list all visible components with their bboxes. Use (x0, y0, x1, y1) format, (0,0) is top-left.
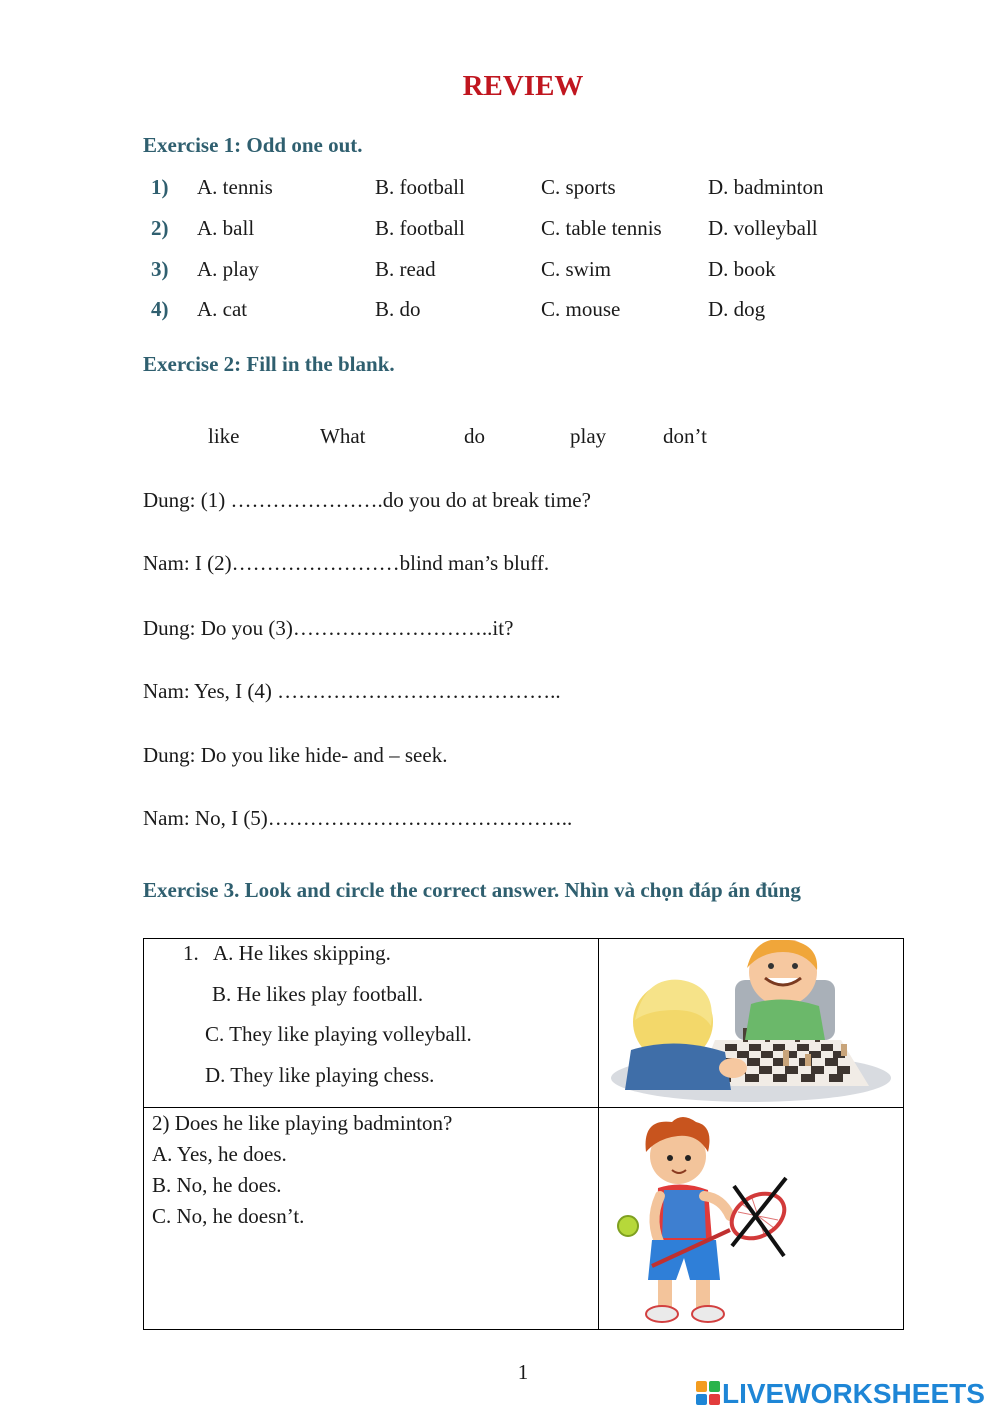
option-c[interactable]: C. swim (541, 257, 612, 281)
dialog-line-3[interactable]: Dung: Do you (3)………………………..it? (143, 616, 514, 640)
question-number: 1) (151, 175, 169, 199)
table-divider-vertical (598, 938, 599, 1330)
option-d[interactable]: D. book (708, 257, 776, 281)
dialog-line-1[interactable]: Dung: (1) ………………….do you do at break time? (143, 488, 591, 512)
question-number: 2) (151, 216, 169, 240)
option-b[interactable]: B. do (375, 297, 421, 321)
q1-option-c[interactable]: C. They like playing volleyball. (205, 1022, 472, 1046)
question-number: 4) (151, 297, 169, 321)
table-divider-horizontal (143, 1107, 904, 1108)
word-bank-item: What (320, 424, 366, 448)
word-bank-item: do (464, 424, 485, 448)
option-d[interactable]: D. badminton (708, 175, 824, 199)
liveworksheets-brand[interactable]: LIVEWORKSHEETS (722, 1378, 985, 1409)
option-a[interactable]: A. cat (197, 297, 248, 321)
dialog-line-4[interactable]: Nam: Yes, I (4) ………………………………….. (143, 679, 561, 703)
q1-number: 1. (183, 941, 199, 965)
option-a[interactable]: A. ball (197, 216, 255, 240)
question-number: 3) (151, 257, 169, 281)
option-d[interactable]: D. dog (708, 297, 766, 321)
liveworksheets-logo-icon (696, 1381, 720, 1405)
page-title: REVIEW (462, 70, 584, 102)
exercise-1-heading: Exercise 1: Odd one out. (143, 133, 363, 157)
badminton-boy-illustration (612, 1112, 792, 1326)
word-bank-item: don’t (663, 424, 707, 448)
exercise-3-heading: Exercise 3. Look and circle the correct answer. Nhìn và chọn đáp án đúng (143, 878, 801, 902)
option-c[interactable]: C. sports (541, 175, 616, 199)
q1-option-b[interactable]: B. He likes play football. (212, 982, 424, 1006)
option-a[interactable]: A. play (197, 257, 259, 281)
q1-option-d[interactable]: D. They like playing chess. (205, 1063, 435, 1087)
option-d[interactable]: D. volleyball (708, 216, 818, 240)
option-b[interactable]: B. read (375, 257, 436, 281)
q2-option-a[interactable]: A. Yes, he does. (152, 1142, 287, 1166)
q2-question: 2) Does he like playing badminton? (152, 1111, 453, 1135)
option-b[interactable]: B. football (375, 216, 465, 240)
q2-option-b[interactable]: B. No, he does. (152, 1173, 282, 1197)
exercise-2-heading: Exercise 2: Fill in the blank. (143, 352, 395, 376)
option-c[interactable]: C. mouse (541, 297, 621, 321)
q2-option-c[interactable]: C. No, he doesn’t. (152, 1204, 305, 1228)
page-number: 1 (517, 1360, 529, 1384)
option-a[interactable]: A. tennis (197, 175, 273, 199)
word-bank-item: play (570, 424, 607, 448)
chess-players-illustration (605, 940, 893, 1106)
word-bank-item: like (208, 424, 240, 448)
dialog-line-2[interactable]: Nam: I (2)……………………blind man’s bluff. (143, 551, 550, 575)
option-b[interactable]: B. football (375, 175, 465, 199)
dialog-line-6[interactable]: Nam: No, I (5)…………………………………….. (143, 806, 573, 830)
q1-option-a[interactable]: A. He likes skipping. (213, 941, 391, 965)
dialog-line-5: Dung: Do you like hide- and – seek. (143, 743, 448, 767)
option-c[interactable]: C. table tennis (541, 216, 662, 240)
